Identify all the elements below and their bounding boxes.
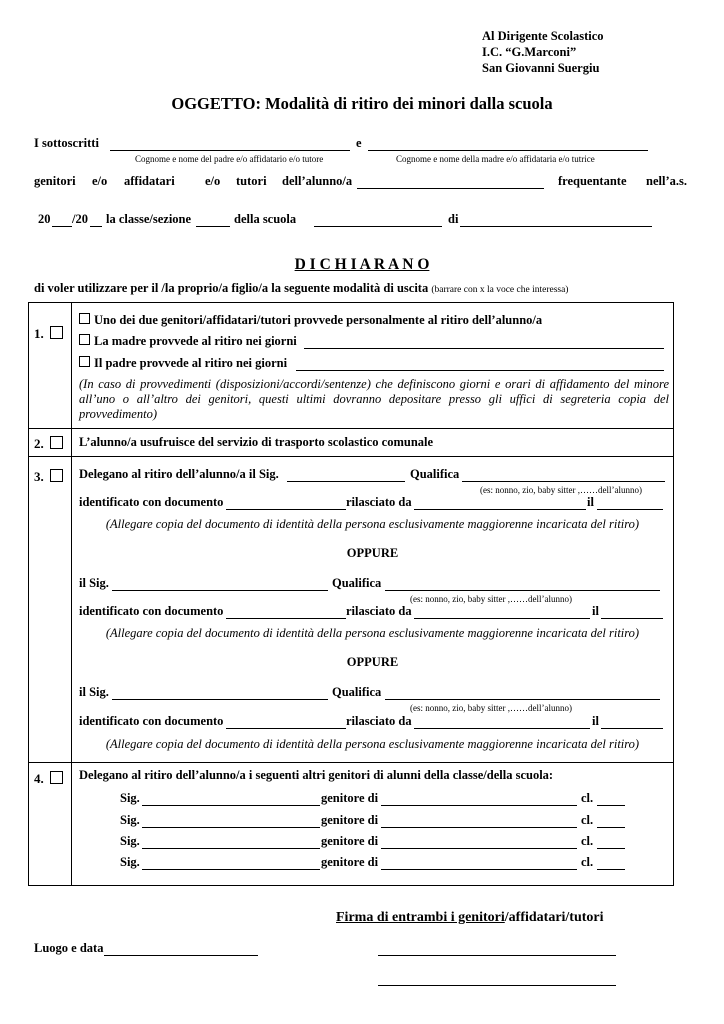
delegate-3-name-field[interactable] xyxy=(112,699,328,700)
delegate-2-document-label: identificato con documento xyxy=(79,604,224,618)
table-column-divider xyxy=(71,302,72,886)
mother-name-field[interactable] xyxy=(368,150,648,151)
parent-row-2-name-field[interactable] xyxy=(142,827,320,828)
option-1c-checkbox[interactable] xyxy=(79,356,90,367)
option-1-checkbox[interactable] xyxy=(50,326,63,339)
delegate-2-attach-note: (Allegare copia del documento di identità della persona esclusivamente maggiorenne incaricata del ritiro) xyxy=(105,626,640,640)
and-label: e xyxy=(356,136,362,150)
option-3-number-text: 3. xyxy=(34,469,44,484)
delegate-3-label: il Sig. xyxy=(79,685,109,699)
parent-row-2-child-field[interactable] xyxy=(381,827,577,828)
parent-row-1-class-label: cl. xyxy=(581,791,594,805)
option-2-number-text: 2. xyxy=(34,436,44,451)
subject-title: OGGETTO: Modalità di ritiro dei minori dalla scuola xyxy=(171,94,553,113)
mother-caption: Cognome e nome della madre e/o affidataria e/o tutrice xyxy=(396,154,595,164)
school-field[interactable] xyxy=(314,226,442,227)
option-1c-text: Il padre provvede al ritiro nei giorni xyxy=(94,356,288,370)
delegate-1-date-label: il xyxy=(587,495,594,509)
delegate-1-qualifica-example: (es: nonno, zio, baby sitter ,……dell’alunno) xyxy=(480,485,642,495)
parent-row-1-child-field[interactable] xyxy=(381,805,577,806)
table-row-divider-3 xyxy=(28,762,674,763)
parents-word-1: genitori xyxy=(34,174,76,188)
signature-title-rest: /affidatari/tutori xyxy=(504,910,604,925)
attending-label: frequentante xyxy=(558,174,627,188)
option-3-number xyxy=(34,469,63,485)
delegate-1-attach-note: (Allegare copia del documento di identità della persona esclusivamente maggiorenne incaricata del ritiro) xyxy=(105,517,640,531)
place-date-label: Luogo e data xyxy=(34,941,104,955)
parent-row-1-class-field[interactable] xyxy=(597,805,625,806)
option-1b xyxy=(79,334,297,349)
delegate-3-date-label: il xyxy=(592,714,599,728)
delegate-1-date-field[interactable] xyxy=(597,509,663,510)
delegate-3-qualifica-example: (es: nonno, zio, baby sitter ,……dell’alunno) xyxy=(410,703,572,713)
option-1c xyxy=(79,356,287,371)
declare-title: D I C H I A R A N O xyxy=(294,256,430,273)
table-left-border xyxy=(28,302,29,886)
option-4-number xyxy=(34,771,63,787)
table-row-divider-2 xyxy=(28,456,674,457)
option-1-number xyxy=(34,326,63,342)
delegate-1-qualifica-label: Qualifica xyxy=(410,467,460,481)
table-bottom-border xyxy=(28,885,674,886)
mother-days-field[interactable] xyxy=(304,348,664,349)
undersigned-label: I sottoscritti xyxy=(34,136,99,150)
delegate-3-issued-label: rilasciato da xyxy=(346,714,412,728)
recipient-line-2: I.C. “G.Marconi” xyxy=(482,45,577,59)
option-4-number-text: 4. xyxy=(34,771,44,786)
parent-row-3-parent-label: genitore di xyxy=(321,834,379,848)
recipient-line-3: San Giovanni Suergiu xyxy=(482,61,600,75)
delegate-3-qualifica-label: Qualifica xyxy=(332,685,382,699)
option-2-text: L’alunno/a usufruisce del servizio di trasporto scolastico comunale xyxy=(79,435,434,449)
signature-title xyxy=(336,910,604,926)
delegate-3-document-field[interactable] xyxy=(226,728,346,729)
option-3-checkbox[interactable] xyxy=(50,469,63,482)
delegate-2-issued-field[interactable] xyxy=(414,618,590,619)
option-1-number-text: 1. xyxy=(34,326,44,341)
delegate-2-qualifica-example: (es: nonno, zio, baby sitter ,……dell’alunno) xyxy=(410,594,572,604)
delegate-2-name-field[interactable] xyxy=(112,590,328,591)
school-label: della scuola xyxy=(234,212,297,226)
parents-word-2: e/o xyxy=(92,174,108,188)
declare-text: di voler utilizzare per il /la proprio/a figlio/a la seguente modalità di uscita xyxy=(34,281,429,295)
delegate-2-date-label: il xyxy=(592,604,599,618)
delegate-1-document-label: identificato con documento xyxy=(79,495,224,509)
delegate-3-issued-field[interactable] xyxy=(414,728,590,729)
or-label-1: OPPURE xyxy=(346,546,399,560)
city-field[interactable] xyxy=(460,226,652,227)
parent-row-3-child-field[interactable] xyxy=(381,848,577,849)
parent-row-1-sig-label: Sig. xyxy=(120,791,140,805)
option-1-note: (In caso di provvedimenti (disposizioni/accordi/sentenze) che definiscono giorni e orari di affidamento del minore all’uno o all’altro dei genitori, questi ultimi dovranno depositare presso gli uffici di segreteria copia del provvedimento) xyxy=(79,377,669,421)
place-date-field[interactable] xyxy=(104,955,258,956)
option-1b-checkbox[interactable] xyxy=(79,334,90,345)
parent-row-2-parent-label: genitore di xyxy=(321,813,379,827)
school-year-label: nell’a.s. xyxy=(646,174,687,188)
signature-field-1[interactable] xyxy=(378,955,616,956)
delegate-3-date-field[interactable] xyxy=(601,728,663,729)
delegate-1-name-field[interactable] xyxy=(287,481,405,482)
delegate-1-issued-field[interactable] xyxy=(414,509,586,510)
parent-row-1-name-field[interactable] xyxy=(142,805,320,806)
delegate-2-document-field[interactable] xyxy=(226,618,346,619)
delegate-2-qualifica-field[interactable] xyxy=(385,590,660,591)
delegate-1-issued-label: rilasciato da xyxy=(346,495,412,509)
option-4-text: Delegano al ritiro dell’alunno/a i seguenti altri genitori di alunni della classe/della scuola: xyxy=(79,768,554,782)
recipient-block xyxy=(482,28,604,76)
option-4-checkbox[interactable] xyxy=(50,771,63,784)
declare-line xyxy=(34,281,568,296)
class-field[interactable] xyxy=(196,226,230,227)
option-1a xyxy=(79,313,542,328)
parents-word-3: affidatari xyxy=(124,174,175,188)
parent-row-4-parent-label: genitore di xyxy=(321,855,379,869)
option-1b-text: La madre provvede al ritiro nei giorni xyxy=(94,334,297,348)
parent-row-3-class-field[interactable] xyxy=(597,848,625,849)
delegate-3-qualifica-field[interactable] xyxy=(385,699,660,700)
delegate-2-issued-label: rilasciato da xyxy=(346,604,412,618)
father-name-field[interactable] xyxy=(110,150,350,151)
parent-row-3-sig-label: Sig. xyxy=(120,834,140,848)
parent-row-2-class-field[interactable] xyxy=(597,827,625,828)
signature-field-2[interactable] xyxy=(378,985,616,986)
delegate-3-document-label: identificato con documento xyxy=(79,714,224,728)
delegate-2-qualifica-label: Qualifica xyxy=(332,576,382,590)
parent-row-4-class-label: cl. xyxy=(581,855,594,869)
year-mid: /20 xyxy=(72,212,88,226)
year-end-field[interactable] xyxy=(90,226,102,227)
parents-word-5: tutori xyxy=(236,174,267,188)
student-name-field[interactable] xyxy=(357,188,544,189)
parents-word-6: dell’alunno/a xyxy=(282,174,353,188)
or-label-2: OPPURE xyxy=(346,655,399,669)
parent-row-3-class-label: cl. xyxy=(581,834,594,848)
table-top-border xyxy=(28,302,674,303)
table-row-divider-1 xyxy=(28,428,674,429)
table-right-border xyxy=(673,302,674,886)
delegate-1-document-field[interactable] xyxy=(226,509,346,510)
option-2-number xyxy=(34,436,63,452)
father-days-field[interactable] xyxy=(296,370,664,371)
delegate-3-attach-note: (Allegare copia del documento di identità della persona esclusivamente maggiorenne incaricata del ritiro) xyxy=(105,737,640,751)
declare-note: (barrare con x la voce che interessa) xyxy=(431,285,569,295)
year-start-field[interactable] xyxy=(52,226,72,227)
parent-row-4-name-field[interactable] xyxy=(142,869,320,870)
delegate-2-label: il Sig. xyxy=(79,576,109,590)
parent-row-2-class-label: cl. xyxy=(581,813,594,827)
option-1a-text: Uno dei due genitori/affidatari/tutori provvede personalmente al ritiro dell’alunno/a xyxy=(94,313,543,327)
delegate-2-date-field[interactable] xyxy=(601,618,663,619)
parent-row-1-parent-label: genitore di xyxy=(321,791,379,805)
parent-row-4-child-field[interactable] xyxy=(381,869,577,870)
year-prefix: 20 xyxy=(38,212,51,226)
delegate-1-qualifica-field[interactable] xyxy=(462,481,665,482)
parent-row-4-class-field[interactable] xyxy=(597,869,625,870)
class-label: la classe/sezione xyxy=(106,212,192,226)
option-1a-checkbox[interactable] xyxy=(79,313,90,324)
parent-row-3-name-field[interactable] xyxy=(142,848,320,849)
parent-row-4-sig-label: Sig. xyxy=(120,855,140,869)
parents-word-4: e/o xyxy=(205,174,221,188)
of-label: di xyxy=(448,212,459,226)
option-2-checkbox[interactable] xyxy=(50,436,63,449)
parent-row-2-sig-label: Sig. xyxy=(120,813,140,827)
father-caption: Cognome e nome del padre e/o affidatario e/o tutore xyxy=(135,154,324,164)
recipient-line-1: Al Dirigente Scolastico xyxy=(482,29,604,43)
delegate-1-label: Delegano al ritiro dell’alunno/a il Sig. xyxy=(79,467,279,481)
signature-title-underlined: Firma di entrambi i genitori xyxy=(336,910,505,925)
